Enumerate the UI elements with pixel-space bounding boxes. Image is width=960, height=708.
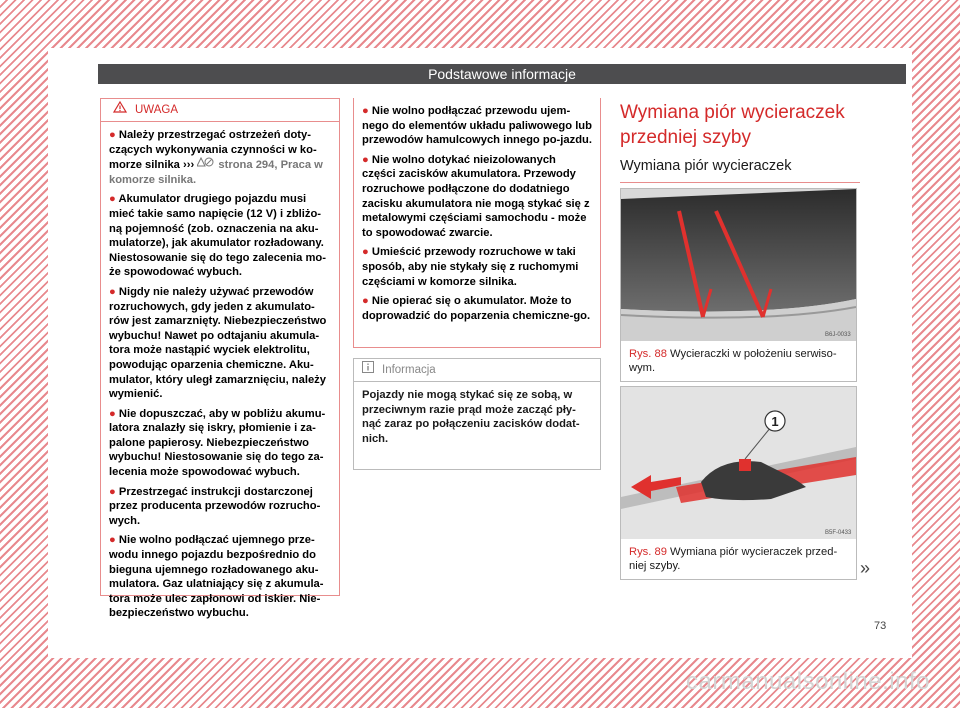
warning-item: ● Nie wolno podłączać przewodu ujem-nego do elementów układu paliwowego lub przewodów hamulcowych innego po-jazdu.: [362, 105, 592, 147]
warning-box-continued: [353, 98, 601, 348]
warning-triangle-icon: [113, 99, 127, 121]
page-header: Podstawowe informacje: [98, 64, 906, 84]
page-number: 73: [874, 620, 887, 632]
warning-item: ● Nie dopuszczać, aby w pobliżu akumu-latora znalazły się iskry, płomienie i za-palone papierosy. Niebezpieczeństwo wybuchu! Niestosowanie się do tego za-lecenia może spowodować wybuch.: [109, 407, 326, 479]
figure-caption: Rys. 88 Wycieraczki w położeniu serwiso-wym.: [629, 348, 837, 374]
warning-box: [100, 98, 340, 620]
page: [48, 48, 912, 658]
section-subtitle: Wymiana piór wycieraczek: [620, 156, 860, 183]
attention-icon: [197, 159, 215, 171]
warning-body: [101, 122, 339, 621]
figure-code: B5F-0433: [825, 530, 852, 536]
warning-label: UWAGA: [135, 104, 179, 116]
info-header: [354, 359, 600, 382]
warning-item: ● Nie wolno dotykać nieizolowanych części zacisków akumulatora. Przewody rozruchowe podłączone do dodatniego zacisku akumulatora nie mogą stykać się z metalowymi częściami samochodu - może to spowodować zwarcie.: [362, 153, 590, 239]
warning-page-ref[interactable]: strona 294, Praca w komorze silnika.: [109, 159, 323, 186]
figure-88: [620, 188, 857, 382]
warning-item: ● Nie opierać się o akumulator. Może to doprowadzić do poparzenia chemiczne-go.: [362, 295, 591, 322]
warning-header: [101, 99, 339, 122]
callout-number: 1: [771, 414, 779, 429]
warning-item: ● Nie wolno podłączać ujemnego prze-wodu innego pojazdu bezpośrednio do bieguna ujemnego rozładowanego aku-mulatora. Gaz ulatniający się z akumula-tora może ulec zapłonowi od iskier. Nie-bezpieczeństwo wybuchu.: [109, 534, 324, 620]
info-label: Informacja: [382, 364, 436, 376]
warning-item: ● Nigdy nie należy używać przewodów rozruchowych, gdy jeden z akumulato-rów jest zamarznięty. Niebezpieczeństwo wybuchu! Nawet po odtajaniu akumula-tora może nastąpić wyciek elektrolitu, powodując oparzenia chemiczne. Aku-mulator, który uległ zamarznięciu, należy wymienić.: [109, 285, 327, 401]
wiper-service-position-image: [621, 189, 856, 341]
info-box: [353, 358, 601, 470]
continue-arrow-icon: »: [860, 558, 871, 578]
warning-item: ● Należy przestrzegać ostrzeżeń doty-czących wykonywania czynności w ko-morze silnika ››› strona 294, Praca w komorze silnika.: [109, 129, 323, 186]
warning-item: ● Przestrzegać instrukcji dostarczonej przez producenta przewodów rozrucho-wych.: [109, 485, 321, 527]
warning-item: ● Akumulator drugiego pojazdu musi mieć takie samo napięcie (12 V) i zbliżo-ną pojemność (zob. oznaczenia na aku-mulatorze), jak akumulator rozładowany. Niestosowanie się do tego zalecenia mo-że spowodować wybuch.: [109, 193, 326, 279]
figure-code: B6J-0033: [825, 332, 851, 338]
figure-caption: Rys. 89 Wymiana piór wycieraczek przed-niej szyby.: [629, 546, 838, 572]
watermark: carmanualsonline.info: [686, 668, 930, 695]
warning-item: ● Umieścić przewody rozruchowe w taki sposób, aby nie stykały się z ruchomymi częściami w komorze silnika.: [362, 246, 579, 288]
warning-body-continued: [354, 98, 600, 323]
info-text: Pojazdy nie mogą stykać się ze sobą, w przeciwnym razie prąd może zacząć pły-nąć zaraz po połączeniu zacisków dodat-nich.: [362, 389, 580, 445]
figure-89: [620, 386, 857, 580]
wiper-blade-replacement-image: [621, 387, 856, 539]
section-title: Wymiana piór wycieraczek przedniej szyby: [620, 102, 845, 148]
info-icon: [362, 359, 374, 381]
